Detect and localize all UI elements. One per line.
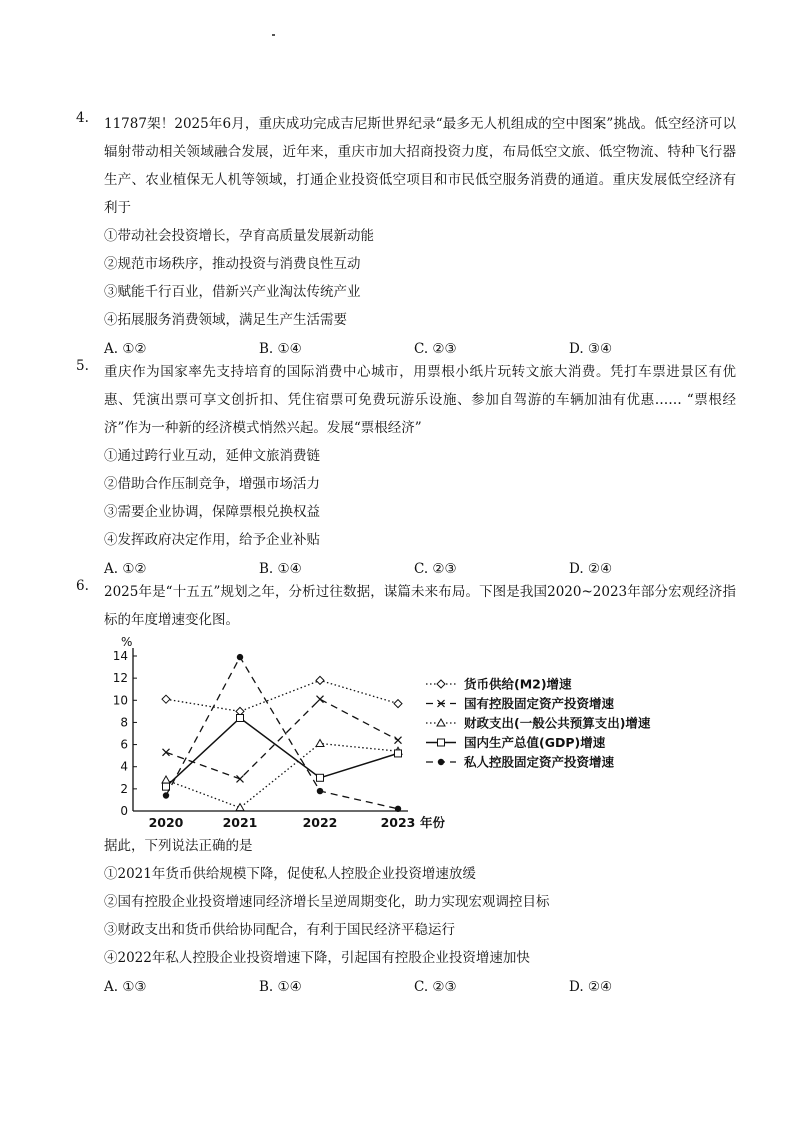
- series-5-point: [163, 792, 169, 798]
- legend-marker: [437, 680, 445, 688]
- choice-c[interactable]: C. ②③: [414, 979, 457, 995]
- statement-3: ③需要企业协调，保障票根兑换权益: [104, 504, 320, 520]
- series-4-point: [237, 715, 244, 722]
- x-tick-label: 2021: [222, 815, 258, 830]
- answer-choices: [104, 972, 736, 1002]
- question-number: 5.: [76, 358, 89, 374]
- question-4: [76, 110, 736, 364]
- legend-label: 国有控股固定资产投资增速: [464, 696, 615, 711]
- line-chart-svg: [108, 632, 708, 832]
- series-1-point: [394, 700, 402, 708]
- series-line-2: [166, 699, 398, 779]
- choice-a[interactable]: A. ①②: [104, 561, 147, 577]
- y-tick-label: 0: [120, 804, 128, 818]
- statement-3: ③财政支出和货币供给协同配合，有利于国民经济平稳运行: [104, 922, 455, 938]
- y-tick-label: 12: [112, 671, 128, 686]
- series-3-point: [316, 739, 324, 746]
- question-number: 4.: [76, 110, 89, 126]
- legend-label: 私人控股固定资产投资增速: [464, 754, 615, 770]
- series-1-point: [162, 695, 170, 703]
- y-tick-label: 2: [120, 781, 128, 796]
- statement-3: ③赋能千行百业，借新兴产业淘汰传统产业: [104, 284, 361, 300]
- question-stem: 重庆作为国家率先支持培育的国际消费中心城市，用票根小纸片玩转文旅大消费。凭打车票进景区有优惠、凭演出票可享文创折扣、凭住宿票可免费玩游乐设施、参加自驾游的车辆加油有优惠…… “票根经济”作为一种新的经济模式悄然兴起。发展“票根经济”: [104, 364, 736, 436]
- question-6-continued: [76, 832, 736, 1002]
- scan-dot: [272, 34, 275, 36]
- statement-1: ①通过跨行业互动，延伸文旅消费链: [104, 448, 320, 464]
- choice-b[interactable]: B. ①④: [259, 341, 302, 357]
- question-6: [76, 578, 736, 634]
- series-line-1: [166, 680, 398, 711]
- series-line-4: [166, 718, 398, 787]
- y-tick-label: 8: [120, 715, 128, 730]
- x-tick-label: 2020: [148, 815, 184, 830]
- series-2-point: [317, 696, 324, 703]
- question-stem: 11787架！2025年6月，重庆成功完成吉尼斯世界纪录“最多无人机组成的空中图案”挑战。低空经济可以辐射带动相关领域融合发展，近年来，重庆市加大招商投资力度，布局低空文旅、低空物流、特种飞行器生产、农业植保无人机等领域，打通企业投资低空项目和市民低空服务消费的通道。重庆发展低空经济有利于: [104, 116, 736, 216]
- x-tick-label: 2023: [380, 815, 416, 830]
- y-axis-label: %: [121, 635, 133, 649]
- statement-2: ②规范市场秩序，推动投资与消费良性互动: [104, 256, 361, 272]
- series-4-point: [395, 750, 402, 757]
- series-3-point: [162, 776, 170, 783]
- question-stem: 2025年是“十五五”规划之年，分析过往数据，谋篇未来布局。下图是我国2020~2023年部分宏观经济指标的年度增速变化图。: [104, 584, 736, 628]
- choice-b[interactable]: B. ①④: [259, 979, 302, 995]
- growth-chart: [108, 632, 708, 832]
- y-tick-label: 14: [112, 649, 128, 663]
- choice-c[interactable]: C. ②③: [414, 561, 457, 577]
- statement-1: ①2021年货币供给规模下降，促使私人控股企业投资增速放缓: [104, 866, 476, 882]
- series-line-5: [166, 657, 398, 809]
- statement-4: ④发挥政府决定作用，给予企业补贴: [104, 532, 320, 548]
- choice-c[interactable]: C. ②③: [414, 341, 457, 357]
- statement-2: ②借助合作压制竞争，增强市场活力: [104, 476, 320, 492]
- y-tick-label: 10: [112, 693, 128, 708]
- x-axis-label: 年份: [420, 815, 446, 830]
- series-2-point: [395, 737, 402, 744]
- choice-a[interactable]: A. ①②: [104, 341, 147, 357]
- choice-b[interactable]: B. ①④: [259, 561, 302, 577]
- question-prompt: 据此，下列说法正确的是: [104, 838, 253, 854]
- legend-marker: [438, 759, 444, 765]
- series-line-3: [166, 744, 398, 808]
- statement-4: ④拓展服务消费领域，满足生产生活需要: [104, 312, 347, 328]
- choice-d[interactable]: D. ③④: [569, 341, 613, 357]
- series-5-point: [237, 654, 243, 660]
- legend-label: 国内生产总值(GDP)增速: [464, 735, 606, 750]
- y-tick-label: 6: [120, 737, 128, 752]
- series-1-point: [316, 676, 324, 684]
- series-4-point: [163, 783, 170, 790]
- statement-2: ②国有控股企业投资增速同经济增长呈逆周期变化，助力实现宏观调控目标: [104, 894, 550, 910]
- legend-marker: [438, 739, 445, 746]
- series-2-point: [163, 749, 170, 756]
- series-5-point: [395, 806, 401, 812]
- series-2-point: [237, 775, 244, 782]
- statement-4: ④2022年私人控股企业投资增速下降，引起国有控股企业投资增速加快: [104, 950, 530, 966]
- x-tick-label: 2022: [302, 815, 338, 830]
- series-4-point: [317, 774, 324, 781]
- choice-a[interactable]: A. ①③: [104, 979, 147, 995]
- legend-label: 货币供给(M2)增速: [464, 676, 572, 692]
- choice-d[interactable]: D. ②④: [569, 561, 613, 577]
- legend-label: 财政支出(一般公共预算支出)增速: [464, 715, 651, 731]
- series-5-point: [317, 788, 323, 794]
- question-5: [76, 358, 736, 584]
- choice-d[interactable]: D. ②④: [569, 979, 613, 995]
- y-tick-label: 4: [120, 759, 128, 774]
- statement-1: ①带动社会投资增长，孕育高质量发展新动能: [104, 228, 374, 244]
- question-number: 6.: [76, 578, 89, 594]
